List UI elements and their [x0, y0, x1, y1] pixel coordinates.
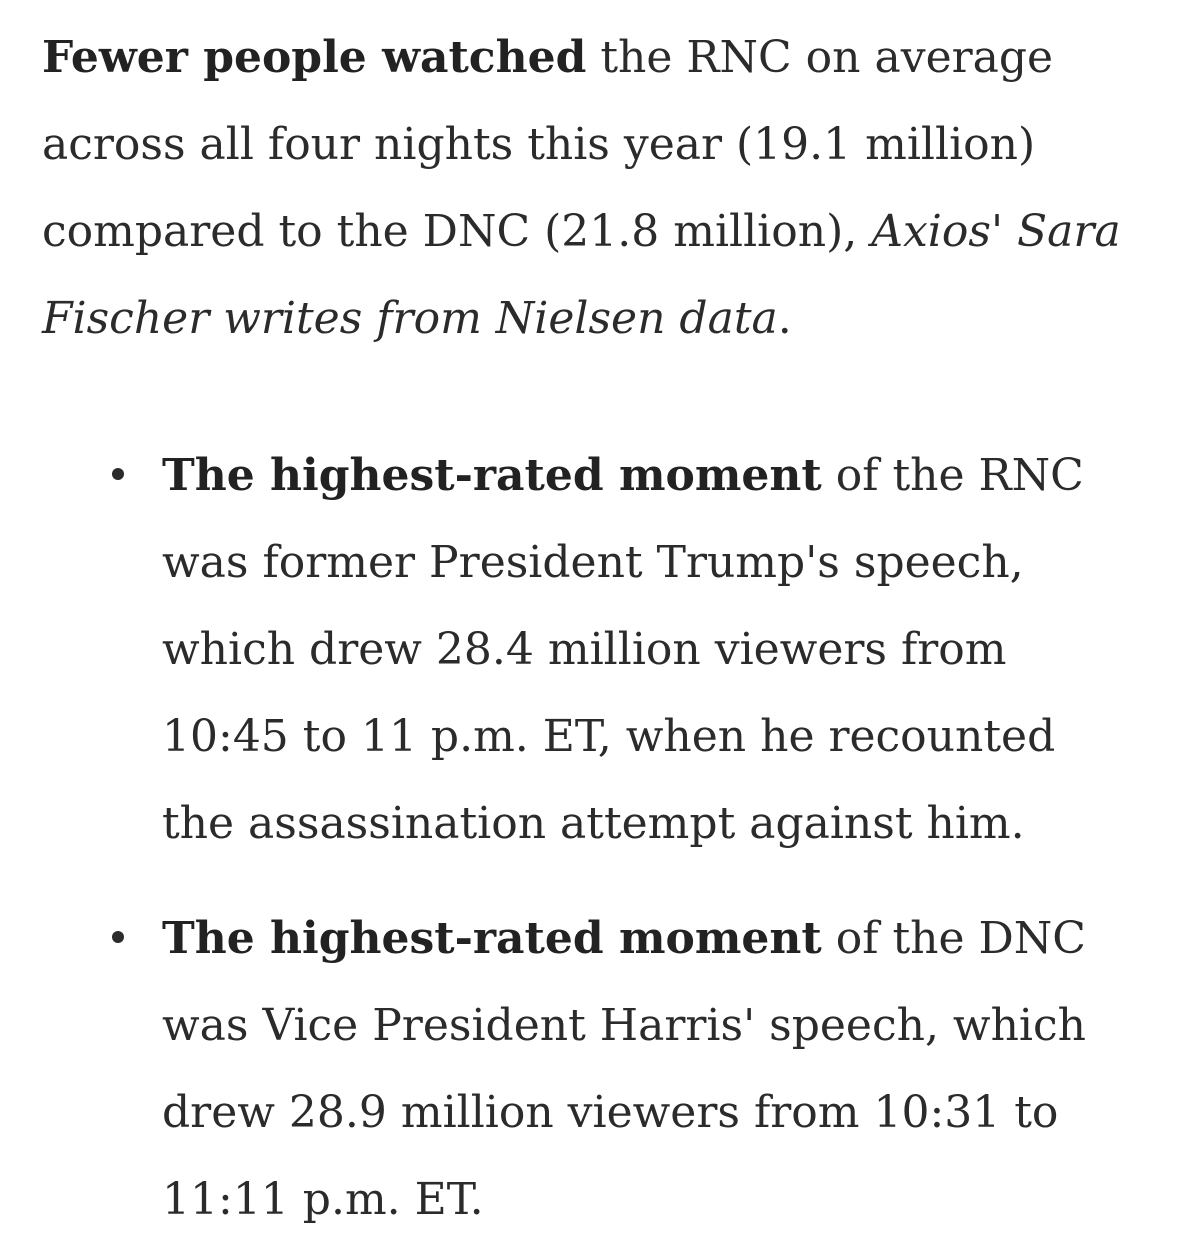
- lead-end-punctuation: .: [777, 293, 792, 344]
- source-attribution: Axios' Sara Fischer writes from Nielsen data: [42, 206, 1121, 344]
- list-item: [162, 895, 1122, 1243]
- bullet-icon: [112, 931, 124, 943]
- lead-text: the RNC on average across all four nights this year (19.1 million) compared to the DNC (21.8 million),: [42, 32, 1054, 257]
- list-item-bold: The highest-rated moment: [162, 913, 822, 964]
- list-item-bold: The highest-rated moment: [162, 450, 822, 501]
- list-item-text: of the RNC was former President Trump's speech, which drew 28.4 million viewers from 10:45 to 11 p.m. ET, when he recounted the assassination attempt against him.: [162, 450, 1084, 849]
- bullet-icon: [112, 468, 124, 480]
- lead-paragraph: [42, 14, 1142, 362]
- list-item: [162, 432, 1122, 867]
- list-item-text: of the DNC was Vice President Harris' speech, which drew 28.9 million viewers from 10:31 to 11:11 p.m. ET.: [162, 913, 1086, 1225]
- highlights-list: [42, 432, 1139, 1243]
- lead-bold-phrase: Fewer people watched: [42, 32, 587, 83]
